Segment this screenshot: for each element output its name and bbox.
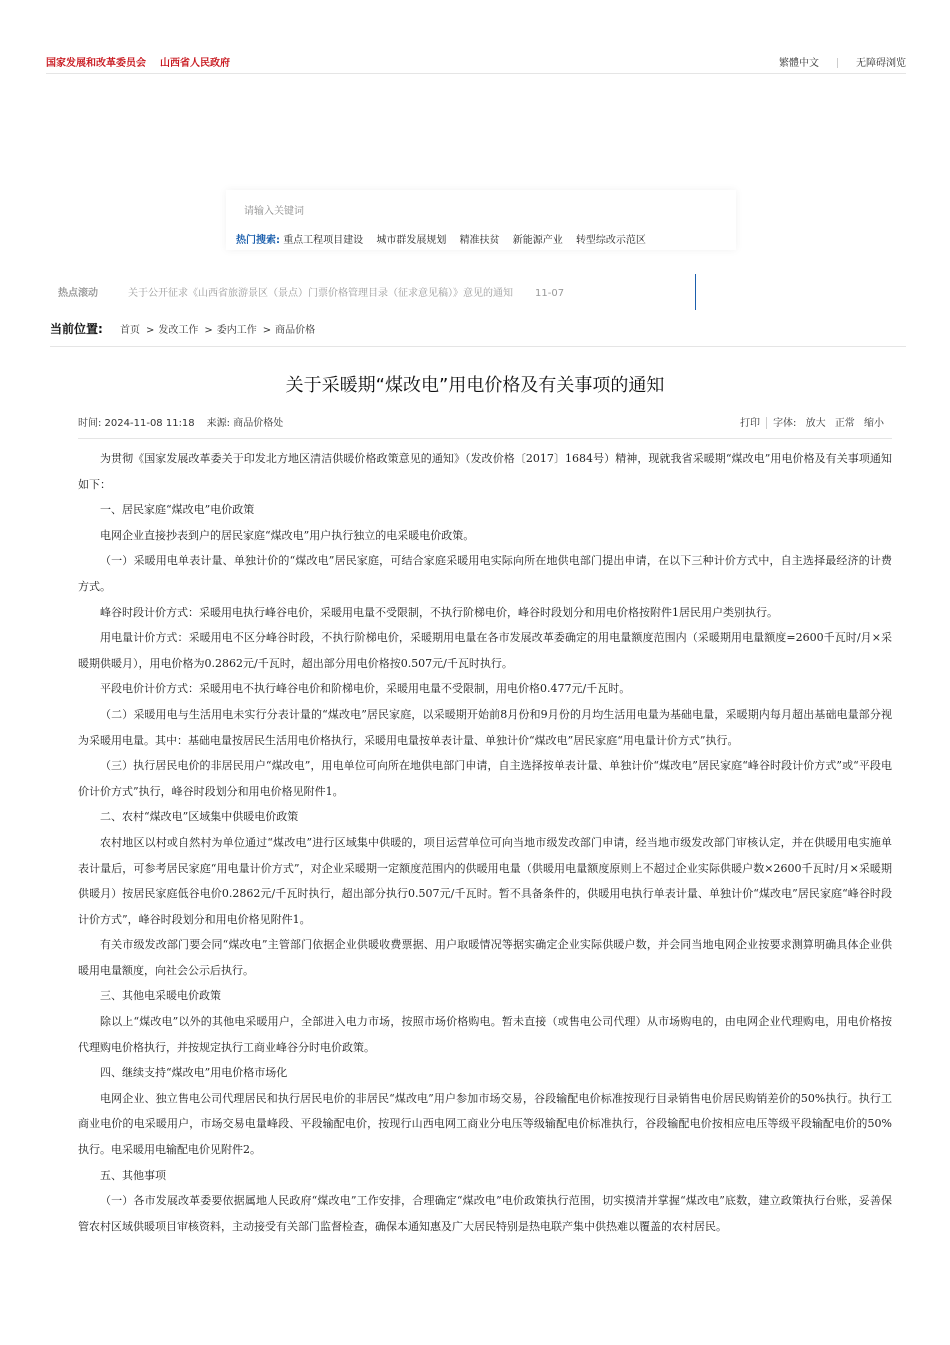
breadcrumb-label: 当前位置: (50, 322, 103, 336)
top-tools (779, 54, 906, 69)
article-body (78, 446, 892, 1239)
news-ticker (58, 284, 564, 299)
hot-search-label: 热门搜索: (236, 235, 280, 246)
ndrc-link[interactable]: 国家发展和改革委员会 (46, 58, 146, 69)
paragraph: 有关市级发改部门要会同“煤改电”主管部门依据企业供暖收费票据、用户取暖情况等据实确定企业实际供暖户数，并会同当地电网企业按要求测算明确具体企业供暖用电量额度，向社会公示后执行。 (78, 938, 892, 977)
paragraph: （一）各市发展改革委要依据属地人民政府“煤改电”工作安排，合理确定“煤改电”电价政策执行范围，切实摸清并掌握“煤改电”底数，建立政策执行台账，妥善保管农村区域供暖项目审核资料，主动接受有关部门监督检查，确保本通知惠及广大居民特别是热电联产集中供热难以覆盖的农村居民。 (78, 1194, 892, 1233)
section-heading: 一、居民家庭“煤改电”电价政策 (100, 503, 255, 517)
top-bar (46, 53, 906, 74)
hot-keyword[interactable]: 新能源产业 (512, 235, 563, 246)
paragraph: 峰谷时段计价方式：采暖用电执行峰谷电价，采暖用电量不受限制，不执行阶梯电价，峰谷时段划分和用电价格按附件1居民用户类别执行。 (100, 605, 778, 619)
breadcrumb (50, 320, 906, 347)
section-heading: 五、其他事项 (100, 1168, 166, 1182)
font-small-button[interactable]: 缩小 (864, 418, 884, 429)
traditional-chinese-link[interactable]: 繁體中文 (779, 58, 819, 69)
paragraph: 平段电价计价方式：采暖用电不执行峰谷电价和阶梯电价，采暖用电量不受限制，用电价格0.477元/千瓦时。 (100, 682, 631, 696)
hot-keyword[interactable]: 城市群发展规划 (376, 235, 447, 246)
section-heading: 四、继续支持“煤改电”用电价格市场化 (100, 1066, 288, 1080)
divider (837, 58, 838, 68)
paragraph: （三）执行居民电价的非居民用户“煤改电”，用电单位可向所在地供电部门申请，自主选择按单表计量、单独计价“煤改电”居民家庭“峰谷时段计价方式”或“平段电价计价方式”执行，峰谷时段划分和用电价格见附件1。 (78, 759, 892, 798)
paragraph: （二）采暖用电与生活用电未实行分表计量的“煤改电”居民家庭，以采暖期开始前8月份和9月份的月均生活用电量为基础电量，采暖期内每月超出基础电量部分视为采暖用电量。其中：基础电量按居民生活用电价格执行，采暖用电量按单表计量、单独计价“煤改电”居民家庭“用电量计价方式”执行。 (78, 707, 892, 747)
paragraph: 用电量计价方式：采暖用电不区分峰谷时段，不执行阶梯电价，采暖期用电量在各市发展改革委确定的用电量额度范围内（采暖期用电量额度=2600千瓦时/月×采暖期供暖月），用电价格为0.2862元/千瓦时，超出部分用电价格按0.507元/千瓦时执行。 (78, 631, 892, 670)
ticker-divider (695, 274, 696, 310)
paragraph: 农村地区以村或自然村为单位通过“煤改电”进行区域集中供暖的，项目运营单位可向当地市级发改部门申请，经当地市级发改部门审核认定，并在供暖用电实施单表计量后，可参考居民家庭“用电量计价方式”，对企业采暖期一定额度范围内的供暖用电量（供暖用电量额度原则上不超过企业实际供暖户数×2600千瓦时/月×采暖期供暖月）按居民家庭低谷电价0.2862元/千瓦时执行，超出部分执行0.507元/千瓦时。暂不具备条件的，供暖用电执行单表计量、单独计价“煤改电”居民家庭“峰谷时段计价方式”，峰谷时段划分和用电价格见附件1。 (78, 835, 892, 926)
divider (766, 417, 767, 429)
accessibility-link[interactable]: 无障碍浏览 (856, 58, 906, 69)
top-links (46, 54, 244, 69)
search-input[interactable]: 请输入关键词 (244, 206, 304, 217)
article-meta (78, 414, 892, 439)
shanxi-gov-link[interactable]: 山西省人民政府 (160, 58, 230, 69)
hot-keyword[interactable]: 重点工程项目建设 (283, 235, 364, 246)
print-button[interactable]: 打印 (740, 418, 761, 429)
paragraph: 电网企业、独立售电公司代理居民和执行居民电价的非居民“煤改电”用户参加市场交易，谷段输配电价标准按现行目录销售电价居民购销差价的50%执行。执行工商业电价的电采暖用户，市场交易电量峰段、平段输配电价，按现行山西电网工商业分电压等级输配电价标准执行，谷段输配电价按相应电压等级平段输配电价的50%执行。电采暖用电输配电价见附件2。 (78, 1091, 892, 1157)
ticker-link[interactable]: 关于公开征求《山西省旅游景区（景点）门票价格管理目录（征求意见稿）》意见的通知 (128, 288, 513, 299)
article-title: 关于采暖期“煤改电”用电价格及有关事项的通知 (285, 375, 665, 396)
breadcrumb-separator: > (262, 325, 272, 336)
font-normal-button[interactable]: 正常 (834, 418, 855, 429)
paragraph: 除以上“煤改电”以外的其他电采暖用户，全部进入电力市场，按照市场价格购电。暂未直接（或售电公司代理）从市场购电的，由电网企业代理购电，用电价格按代理购电价格执行，并按规定执行工商业峰谷分时电价政策。 (78, 1015, 892, 1054)
ticker-date: 11-07 (535, 288, 565, 299)
article-source: 来源: 商品价格处 (206, 418, 284, 429)
breadcrumb-item[interactable]: 发改工作 (158, 325, 199, 336)
hot-search (236, 231, 656, 246)
breadcrumb-separator: > (204, 325, 213, 336)
paragraph: （一）采暖用电单表计量、单独计价的“煤改电”居民家庭，可结合家庭采暖用电实际向所在地供电部门提出申请，在以下三种计价方式中，自主选择最经济的计费方式。 (78, 554, 892, 593)
breadcrumb-item[interactable]: 委内工作 (216, 325, 257, 336)
breadcrumb-home[interactable]: 首页 (120, 325, 140, 336)
section-heading: 三、其他电采暖电价政策 (100, 989, 221, 1003)
ticker-label: 热点滚动 (58, 288, 98, 299)
hot-keyword[interactable]: 转型综改示范区 (575, 235, 646, 246)
font-size-label: 字体: (773, 418, 797, 429)
paragraph: 电网企业直接抄表到户的居民家庭“煤改电”用户执行独立的电采暖电价政策。 (100, 528, 475, 542)
section-heading: 二、农村“煤改电”区域集中供暖电价政策 (100, 810, 299, 824)
article-tools (740, 414, 884, 429)
breadcrumb-item[interactable]: 商品价格 (275, 325, 316, 336)
font-large-button[interactable]: 放大 (805, 418, 826, 429)
search-box (226, 190, 736, 250)
hot-keyword[interactable]: 精准扶贫 (459, 235, 500, 246)
breadcrumb-separator: > (146, 325, 155, 336)
publish-time: 时间: 2024-11-08 11:18 (78, 418, 195, 429)
paragraph: 为贯彻《国家发展改革委关于印发北方地区清洁供暖价格政策意见的通知》（发改价格〔2017〕1684号）精神，现就我省采暖期“煤改电”用电价格及有关事项通知如下： (78, 452, 892, 491)
